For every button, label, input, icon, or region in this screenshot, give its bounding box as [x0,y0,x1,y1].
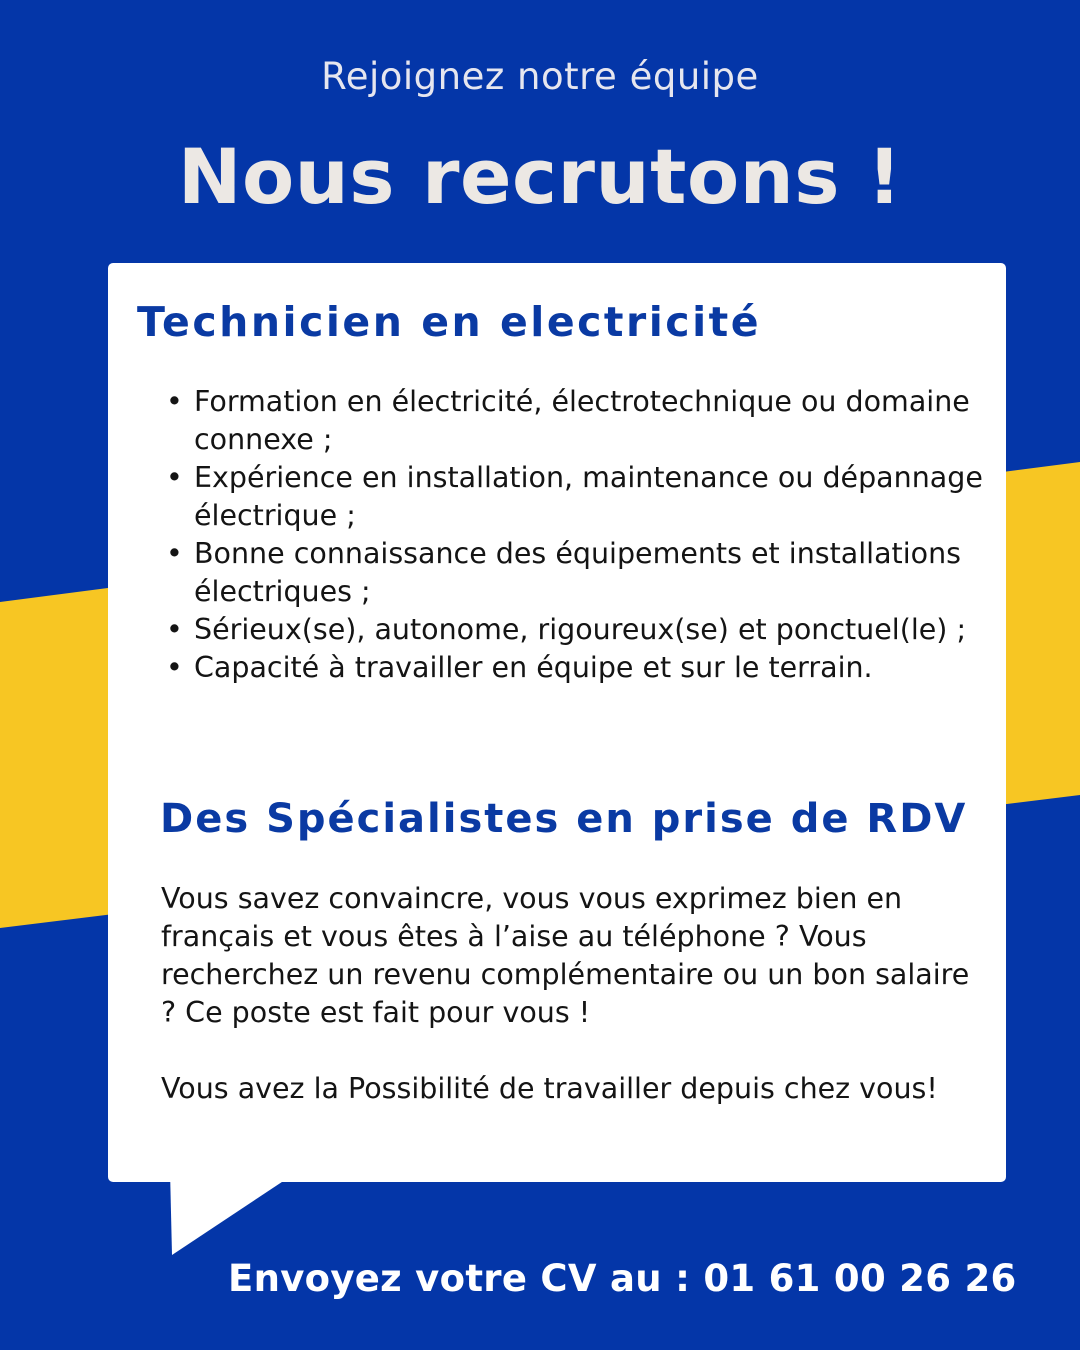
requirement-text: Formation en électricité, électrotechnique ou domaine connexe ; [194,385,970,456]
requirement-text: Sérieux(se), autonome, rigoureux(se) et ponctuel(le) ; [194,613,967,646]
job-description-paragraph: Vous savez convaincre, vous vous exprimez bien en français et vous êtes à l’aise au téléphone ? Vous recherchez un revenu complémentaire ou un bon salaire ? Ce poste est fait pour vous ! [161,882,970,1029]
list-item [166,611,1014,649]
job-title-appointment-specialists: Des Spécialistes en prise de RDV [160,796,968,842]
bullet-icon: • [166,651,183,684]
job-title-electrician: Technicien en electricité [137,298,762,346]
list-item [166,383,1014,459]
list-item [166,535,1014,611]
requirement-text: Capacité à travailler en équipe et sur le terrain. [194,651,873,684]
bullet-icon: • [166,461,183,494]
requirement-text: Expérience en installation, maintenance ou dépannage électrique ; [194,461,983,532]
requirement-text: Bonne connaissance des équipements et installations électriques ; [194,537,961,608]
bullet-icon: • [166,385,183,418]
page-title: Nous recrutons ! [177,132,903,221]
bullet-icon: • [166,613,183,646]
requirements-list [160,383,1014,687]
remote-work-paragraph: Vous avez la Possibilité de travailler depuis chez vous! [161,1072,938,1105]
kicker-text: Rejoignez notre équipe [321,55,759,98]
send-cv-call-to-action: Envoyez votre CV au : 01 61 00 26 26 [228,1257,1017,1300]
bullet-icon: • [166,537,183,570]
list-item [166,459,1014,535]
list-item [166,649,1014,687]
